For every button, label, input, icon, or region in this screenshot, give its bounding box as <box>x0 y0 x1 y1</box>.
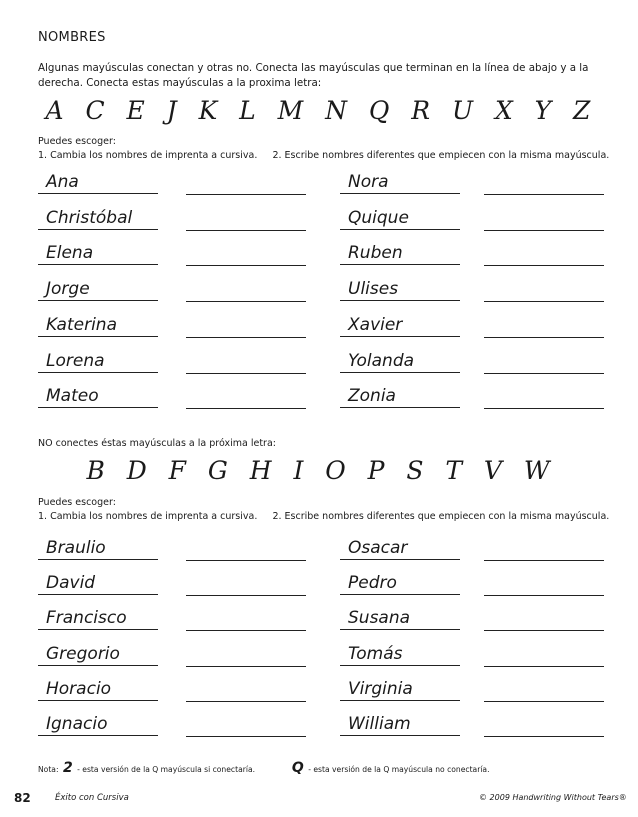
copyright: © 2009 Handwriting Without Tears® <box>479 793 627 802</box>
writing-line[interactable] <box>484 712 604 737</box>
name-entry: Susana <box>340 606 460 630</box>
instructions: Algunas mayúsculas conectan y otras no. Conecta las mayúsculas que terminan en la línea de abajo y a la derecha. Conecta estas mayúsculas a la proxima letra: <box>38 62 589 89</box>
page-number: 82 <box>14 791 31 805</box>
writing-line[interactable] <box>484 241 604 266</box>
name-entry: Osacar <box>340 536 460 560</box>
writing-line[interactable] <box>186 712 306 737</box>
name-entry: Ruben <box>340 241 460 265</box>
name-entry: Mateo <box>38 384 158 408</box>
cursive-q-connecting: 2 <box>62 760 73 776</box>
name-entry: Zonia <box>340 384 460 408</box>
non-connecting-letters: B D F G H I O P S T V W <box>86 456 552 485</box>
section1-option1: 1. Cambia los nombres de imprenta a cursiva. <box>38 150 258 161</box>
name-entry: Ulises <box>340 277 460 301</box>
section1-option2: 2. Escribe nombres diferentes que empiecen con la misma mayúscula. <box>272 150 610 161</box>
writing-line[interactable] <box>186 313 306 338</box>
writing-line[interactable] <box>186 349 306 374</box>
section1-options <box>38 149 609 163</box>
writing-line[interactable] <box>186 384 306 409</box>
connecting-letters: A C E J K L M N Q R U X Y Z <box>45 96 593 125</box>
name-entry: Pedro <box>340 571 460 595</box>
writing-line[interactable] <box>484 384 604 409</box>
name-entry: Francisco <box>38 606 158 630</box>
section2-options <box>38 510 609 524</box>
name-entry: Nora <box>340 170 460 194</box>
writing-line[interactable] <box>186 606 306 631</box>
writing-line[interactable] <box>186 677 306 702</box>
name-entry: Ignacio <box>38 712 158 736</box>
writing-line[interactable] <box>484 571 604 596</box>
writing-line[interactable] <box>484 313 604 338</box>
note-label: Nota: <box>38 765 59 774</box>
name-entry: William <box>340 712 460 736</box>
name-entry: Ana <box>38 170 158 194</box>
writing-line[interactable] <box>186 241 306 266</box>
writing-line[interactable] <box>484 206 604 231</box>
name-entry: Braulio <box>38 536 158 560</box>
writing-line[interactable] <box>484 277 604 302</box>
name-entry: David <box>38 571 158 595</box>
section1-choose: Puedes escoger: <box>38 136 116 147</box>
writing-line[interactable] <box>484 677 604 702</box>
writing-line[interactable] <box>186 170 306 195</box>
writing-line[interactable] <box>186 536 306 561</box>
writing-line[interactable] <box>484 170 604 195</box>
name-entry: Quique <box>340 206 460 230</box>
name-entry: Jorge <box>38 277 158 301</box>
section2-choose: Puedes escoger: <box>38 497 116 508</box>
name-entry: Katerina <box>38 313 158 337</box>
name-entry: Horacio <box>38 677 158 701</box>
section2-option1: 1. Cambia los nombres de imprenta a cursiva. <box>38 511 258 522</box>
name-entry: Xavier <box>340 313 460 337</box>
name-entry: Gregorio <box>38 642 158 666</box>
page-title: NOMBRES <box>38 30 106 45</box>
writing-line[interactable] <box>186 277 306 302</box>
writing-line[interactable] <box>186 206 306 231</box>
book-title: Éxito con Cursiva <box>55 793 129 803</box>
name-entry: Yolanda <box>340 349 460 373</box>
writing-line[interactable] <box>484 642 604 667</box>
name-entry: Lorena <box>38 349 158 373</box>
note <box>38 760 490 776</box>
non-connect-instruction: NO conectes éstas mayúsculas a la próxima letra: <box>38 438 276 449</box>
name-entry: Christóbal <box>38 206 158 230</box>
writing-line[interactable] <box>484 606 604 631</box>
writing-line[interactable] <box>484 536 604 561</box>
writing-line[interactable] <box>186 571 306 596</box>
name-entry: Elena <box>38 241 158 265</box>
section2-option2: 2. Escribe nombres diferentes que empiecen con la misma mayúscula. <box>272 511 610 522</box>
writing-line[interactable] <box>186 642 306 667</box>
note-q1-text: - esta versión de la Q mayúscula si conectaría. <box>77 765 256 774</box>
note-q2-text: - esta versión de la Q mayúscula no conectaría. <box>308 765 490 774</box>
writing-line[interactable] <box>484 349 604 374</box>
name-entry: Tomás <box>340 642 460 666</box>
name-entry: Virginia <box>340 677 460 701</box>
cursive-q-nonconnecting: Q <box>291 760 304 776</box>
